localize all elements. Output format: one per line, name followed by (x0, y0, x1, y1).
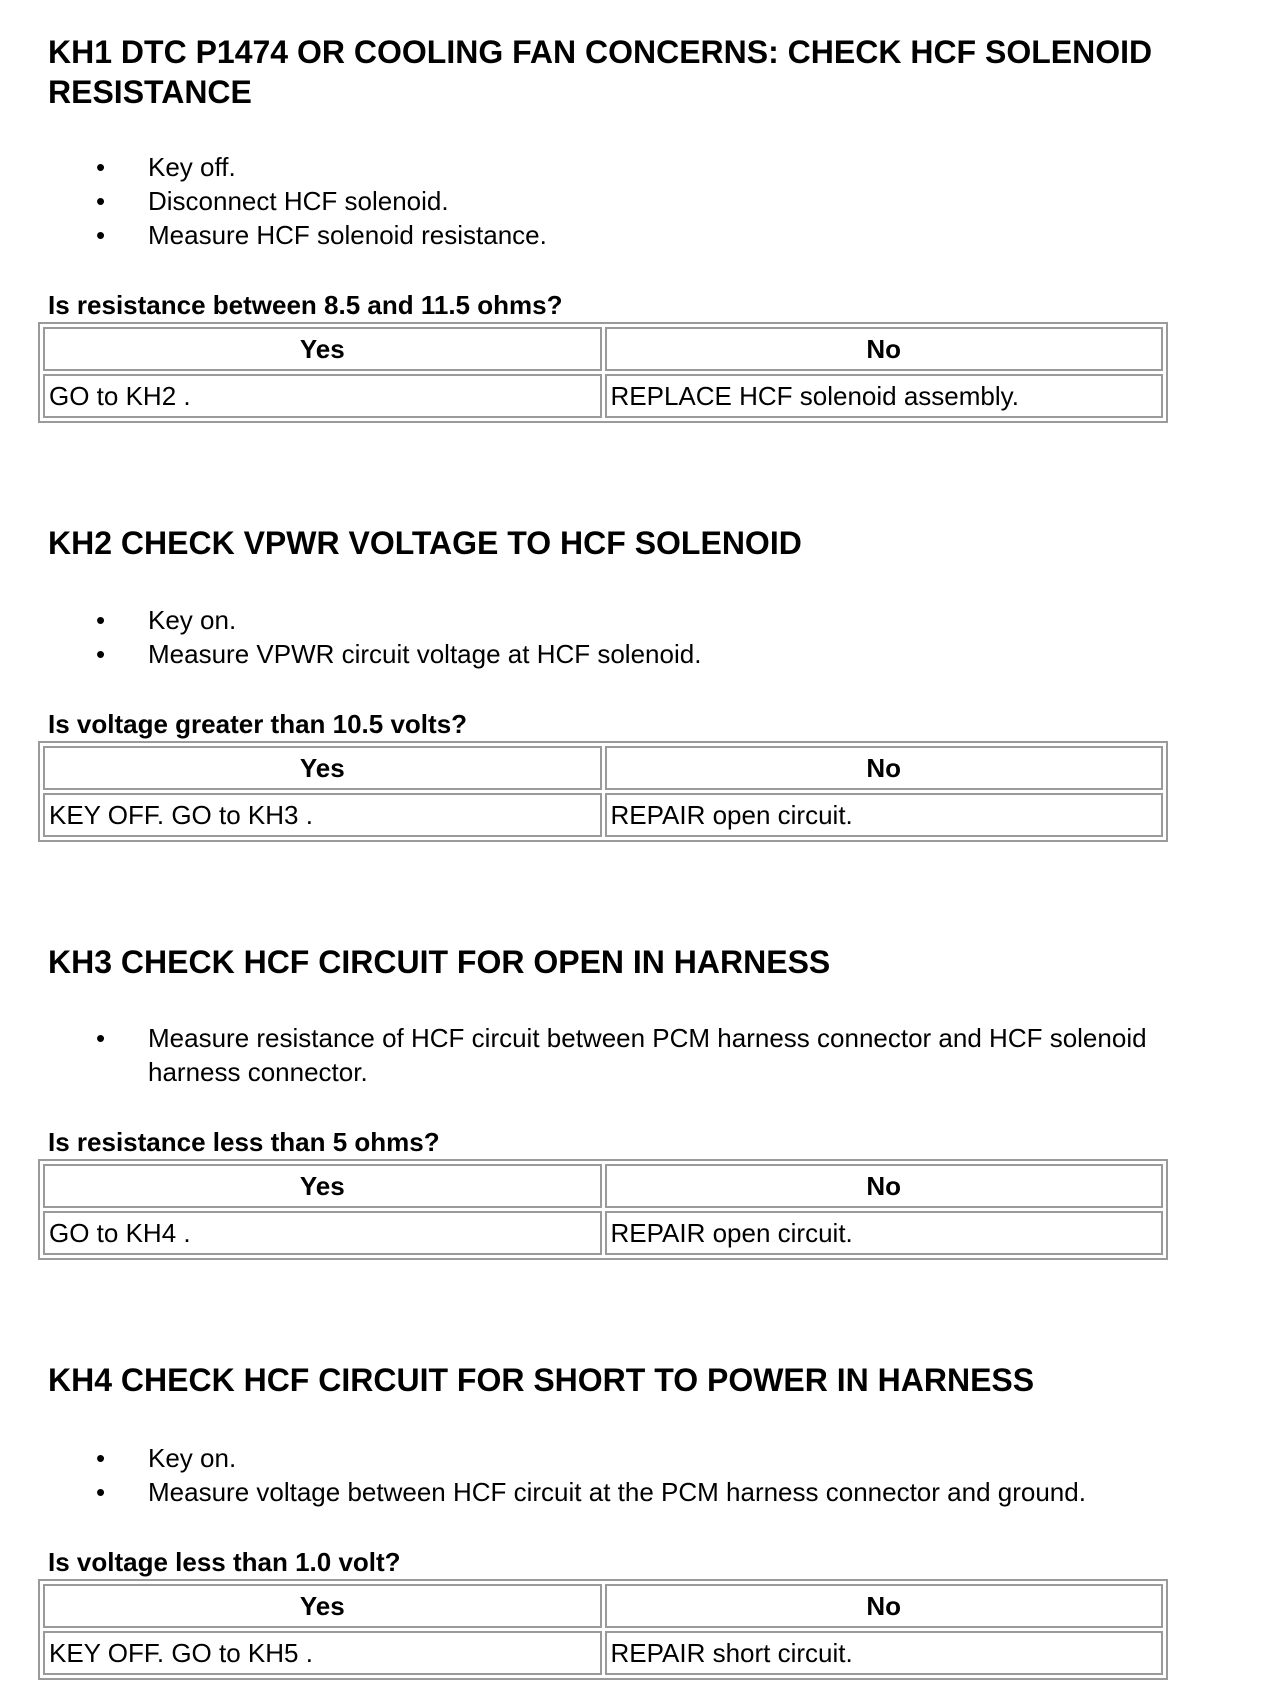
no-answer: REPAIR open circuit. (605, 793, 1164, 837)
step-question: Is resistance less than 5 ohms? (48, 1127, 440, 1157)
bullet-item: • Measure HCF solenoid resistance. (0, 218, 1264, 252)
bullet-item: • Key on. (0, 603, 1264, 637)
yes-answer-link[interactable]: GO to KH2 . (43, 374, 602, 418)
answer-table (38, 322, 1168, 423)
yes-header: Yes (43, 1584, 602, 1628)
no-answer: REPLACE HCF solenoid assembly. (605, 374, 1164, 418)
bullet-item: • Measure voltage between HCF circuit at the PCM harness connector and ground. (0, 1475, 1264, 1509)
step-bullet-list (0, 1441, 1264, 1509)
no-answer: REPAIR short circuit. (605, 1631, 1164, 1675)
yes-answer-link[interactable]: KEY OFF. GO to KH3 . (43, 793, 602, 837)
step-bullet-list (0, 1021, 1264, 1089)
no-header: No (605, 746, 1164, 790)
bullet-item: • Key off. (0, 150, 1264, 184)
yes-header: Yes (43, 746, 602, 790)
step-title: KH4 CHECK HCF CIRCUIT FOR SHORT TO POWER IN HARNESS (48, 1362, 1035, 1398)
step-bullet-list (0, 150, 1264, 252)
bullet-item: • Disconnect HCF solenoid. (0, 184, 1264, 218)
answer-table (38, 1579, 1168, 1680)
answer-table (38, 741, 1168, 842)
step-title: KH1 DTC P1474 OR COOLING FAN CONCERNS: CHECK HCF SOLENOID RESISTANCE (48, 34, 1153, 110)
step-bullet-list (0, 603, 1264, 671)
no-header: No (605, 1584, 1164, 1628)
bullet-item: • Measure VPWR circuit voltage at HCF solenoid. (0, 637, 1264, 671)
no-header: No (605, 1164, 1164, 1208)
step-title: KH3 CHECK HCF CIRCUIT FOR OPEN IN HARNESS (48, 944, 831, 980)
step-title: KH2 CHECK VPWR VOLTAGE TO HCF SOLENOID (48, 525, 802, 561)
no-answer: REPAIR open circuit. (605, 1211, 1164, 1255)
yes-answer-link[interactable]: GO to KH4 . (43, 1211, 602, 1255)
step-question: Is voltage greater than 10.5 volts? (48, 709, 468, 739)
bullet-item: • Key on. (0, 1441, 1264, 1475)
step-question: Is resistance between 8.5 and 11.5 ohms? (48, 290, 563, 320)
answer-table (38, 1159, 1168, 1260)
bullet-item: • Measure resistance of HCF circuit between PCM harness connector and HCF solenoid harness connector. (0, 1021, 1264, 1089)
yes-header: Yes (43, 327, 602, 371)
step-question: Is voltage less than 1.0 volt? (48, 1547, 401, 1577)
no-header: No (605, 327, 1164, 371)
yes-answer-link[interactable]: KEY OFF. GO to KH5 . (43, 1631, 602, 1675)
yes-header: Yes (43, 1164, 602, 1208)
